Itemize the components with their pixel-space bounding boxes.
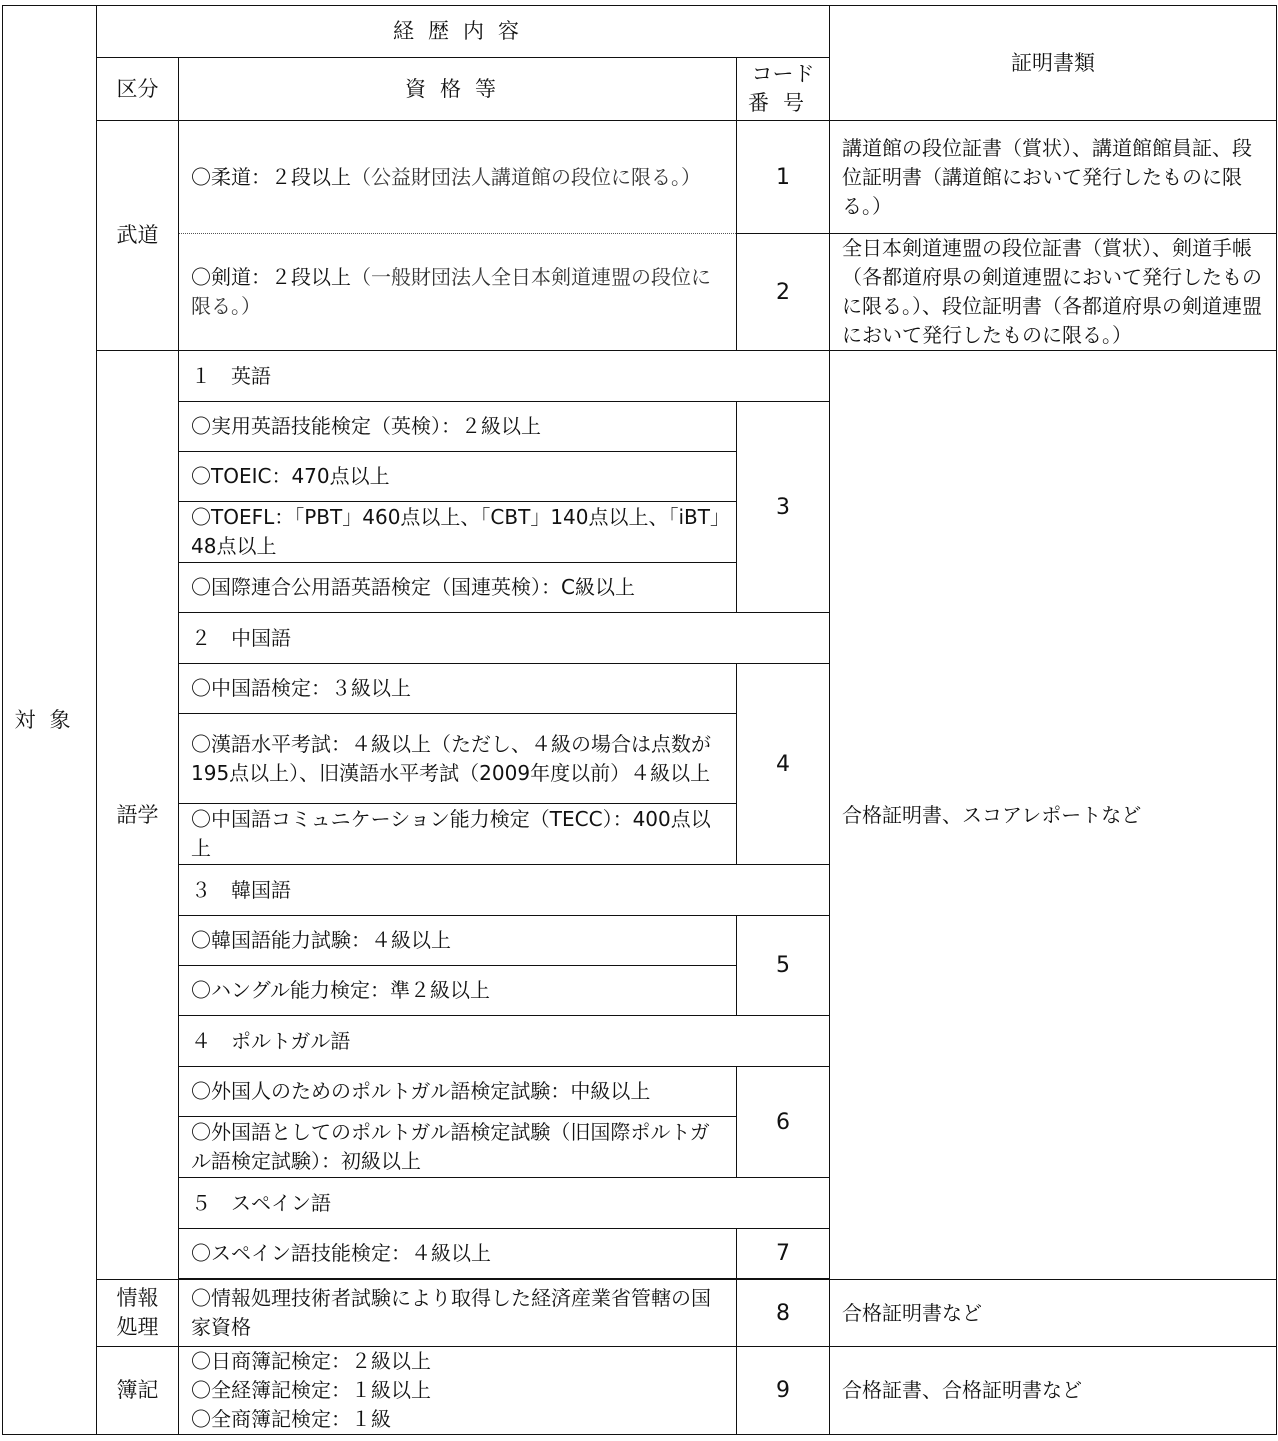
it-proof: 合格証明書など (830, 1280, 1277, 1347)
portuguese-item-2: 〇外国語としてのポルトガル語検定試験（旧国際ポルトガル語検定試験）：初級以上 (179, 1117, 737, 1178)
kendo-note: （一般財団法人全日本剣道連盟の段位に限る。） (191, 265, 711, 318)
english-item-2: 〇TOEIC：470点以上 (179, 452, 737, 502)
category-it-line2: 処理 (116, 1315, 159, 1339)
language-proof: 合格証明書、スコアレポートなど (830, 351, 1277, 1280)
career-header: 経歴内容 (97, 6, 830, 58)
korean-title: ３ 韓国語 (179, 865, 830, 916)
spanish-title: ５ スペイン語 (179, 1178, 830, 1229)
kendo-code: 2 (737, 234, 830, 351)
category-it-line1: 情報 (116, 1286, 159, 1310)
code-header-line1: コード (751, 62, 815, 86)
portuguese-item-1: 〇外国人のためのポルトガル語検定試験：中級以上 (179, 1067, 737, 1117)
category-language: 語学 (97, 351, 179, 1280)
portuguese-code: 6 (737, 1067, 830, 1178)
chinese-code: 4 (737, 664, 830, 865)
english-item-4: 〇国際連合公用語英語検定（国連英検）：C級以上 (179, 563, 737, 613)
boki-proof: 合格証書、合格証明書など (830, 1347, 1277, 1435)
boki-item-3: 〇全商簿記検定：１級 (191, 1407, 391, 1431)
english-code: 3 (737, 402, 830, 613)
it-item: 〇情報処理技術者試験により取得した経済産業省管轄の国家資格 (179, 1280, 737, 1347)
judo-note: （公益財団法人講道館の段位に限る。） (351, 164, 701, 189)
english-item-3: 〇TOEFL：「PBT」460点以上、「CBT」140点以上、「iBT」48点以上 (179, 502, 737, 563)
kendo-main: 〇剣道：２段以上 (191, 265, 351, 289)
kendo-item (179, 234, 737, 351)
judo-code: 1 (737, 121, 830, 234)
proof-header: 証明書類 (830, 6, 1277, 121)
judo-item (179, 121, 737, 234)
code-header-line2: 番号 (748, 91, 818, 115)
boki-item-2: 〇全経簿記検定：１級以上 (191, 1378, 431, 1402)
korean-item-2: 〇ハングル能力検定：準２級以上 (179, 966, 737, 1016)
target-header: 対象 (3, 6, 97, 1435)
spanish-code: 7 (737, 1229, 830, 1279)
chinese-item-2: 〇漢語水平考試：４級以上（ただし、４級の場合は点数が195点以上）、旧漢語水平考試（2009年度以前）４級以上 (179, 714, 737, 804)
portuguese-title: ４ ポルトガル語 (179, 1016, 830, 1067)
category-budo: 武道 (97, 121, 179, 351)
boki-code: 9 (737, 1347, 830, 1435)
chinese-item-1: 〇中国語検定：３級以上 (179, 664, 737, 714)
category-boki: 簿記 (97, 1347, 179, 1435)
korean-item-1: 〇韓国語能力試験：４級以上 (179, 916, 737, 966)
chinese-item-3: 〇中国語コミュニケーション能力検定（TECC）：400点以上 (179, 804, 737, 865)
qualification-header: 資格等 (179, 58, 737, 121)
judo-proof: 講道館の段位証書（賞状）、講道館館員証、段位証明書（講道館において発行したものに限る。） (830, 121, 1277, 234)
qualification-table (2, 5, 1277, 1435)
spanish-item-1: 〇スペイン語技能検定：４級以上 (179, 1229, 737, 1279)
boki-items (179, 1347, 737, 1435)
english-title: １ 英語 (179, 351, 830, 402)
judo-main: 〇柔道：２段以上 (191, 164, 351, 189)
english-item-1: 〇実用英語技能検定（英検）：２級以上 (179, 402, 737, 452)
category-header: 区分 (97, 58, 179, 121)
korean-code: 5 (737, 916, 830, 1016)
boki-item-1: 〇日商簿記検定：２級以上 (191, 1349, 431, 1373)
it-code: 8 (737, 1280, 830, 1347)
code-header (737, 58, 830, 121)
chinese-title: ２ 中国語 (179, 613, 830, 664)
kendo-proof: 全日本剣道連盟の段位証書（賞状）、剣道手帳（各都道府県の剣道連盟において発行したものに限る。）、段位証明書（各都道府県の剣道連盟において発行したものに限る。） (830, 234, 1277, 351)
category-it (97, 1280, 179, 1347)
